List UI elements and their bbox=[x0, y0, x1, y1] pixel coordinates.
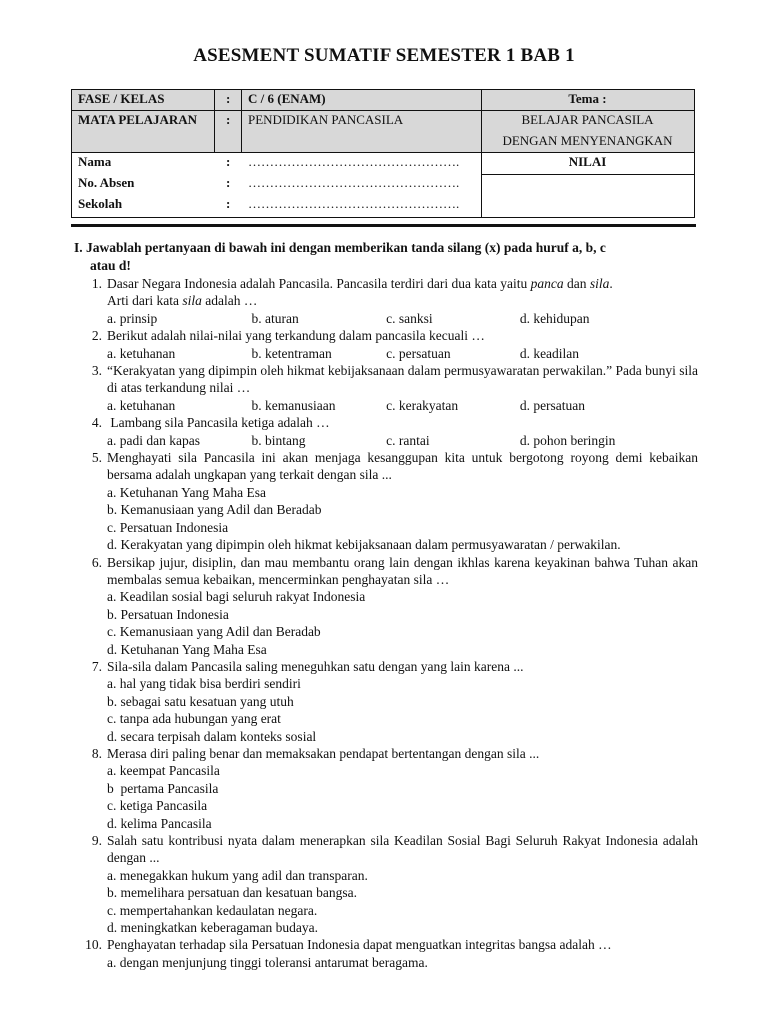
question-text: Berikut adalah nilai-nilai yang terkandung dalam pancasila kecuali … bbox=[107, 328, 485, 344]
question-number: 7. bbox=[91, 658, 102, 674]
sekolah-label: Sekolah bbox=[78, 196, 123, 211]
question-number: 8. bbox=[91, 745, 102, 761]
question-text-part: Dasar Negara Indonesia adalah Pancasila. Pancasila terdiri dari dua kata yaitu bbox=[107, 276, 531, 291]
option-c[interactable]: c. persatuan bbox=[386, 345, 451, 361]
question-text: Menghayati sila Pancasila ini akan menjaga kesanggupan kita untuk bergotong royong demi kebaikan bersama adalah ungkapan yang terkait dengan sila ... bbox=[107, 450, 698, 483]
option-d[interactable]: d. pohon beringin bbox=[519, 432, 616, 448]
question-text: Salah satu kontribusi nyata dalam menerapkan sila Keadilan Sosial Bagi Seluruh Rakyat Indonesia adalah dengan ... bbox=[107, 833, 698, 866]
mapel-value: PENDIDIKAN PANCASILA bbox=[248, 112, 404, 127]
option-d[interactable]: d. Ketuhanan Yang Maha Esa bbox=[107, 641, 267, 657]
fase-value: C / 6 (ENAM) bbox=[248, 91, 326, 106]
option-a[interactable]: a. keempat Pancasila bbox=[107, 763, 220, 779]
sekolah-colon: : bbox=[226, 196, 231, 211]
question-text: Penghayatan terhadap sila Persatuan Indonesia dapat menguatkan integritas bangsa adalah … bbox=[107, 937, 612, 953]
option-c[interactable]: c. tanpa ada hubungan yang erat bbox=[107, 711, 281, 727]
divider bbox=[71, 224, 696, 227]
question-text-line2 bbox=[107, 292, 698, 309]
question-number: 4. bbox=[91, 415, 102, 431]
option-c[interactable]: c. sanksi bbox=[386, 310, 433, 326]
question-text: Merasa diri paling benar dan memaksakan pendapat bertentangan dengan sila ... bbox=[107, 745, 540, 761]
option-a[interactable]: a. ketuhanan bbox=[107, 345, 176, 361]
option-a[interactable]: a. ketuhanan bbox=[107, 397, 176, 413]
option-b[interactable]: b. ketentraman bbox=[251, 345, 332, 361]
option-b[interactable]: b. aturan bbox=[251, 310, 299, 326]
instruction-line1: I. Jawablah pertanyaan di bawah ini dengan memberikan tanda silang (x) pada huruf a, b, c bbox=[74, 240, 606, 255]
option-a[interactable]: a. prinsip bbox=[107, 310, 158, 326]
option-d[interactable]: d. meningkatkan keberagaman budaya. bbox=[107, 920, 319, 936]
option-a[interactable]: a. hal yang tidak bisa berdiri sendiri bbox=[107, 676, 301, 692]
options-row bbox=[107, 345, 698, 362]
question-number: 3. bbox=[91, 363, 102, 379]
sekolah-field[interactable]: …………………………………………. bbox=[248, 196, 460, 211]
option-c[interactable]: c. ketiga Pancasila bbox=[107, 798, 208, 814]
absen-colon: : bbox=[226, 175, 231, 190]
question-text: Bersikap jujur, disiplin, dan mau membantu orang lain dengan ikhlas karena keyakinan bahwa Tuhan akan membalas semua kebaikan, mencerminkan penghayatan sila … bbox=[107, 554, 698, 587]
tema-line2: DENGAN MENYENANGKAN bbox=[502, 133, 673, 148]
question-number: 10. bbox=[85, 937, 102, 953]
question-6 bbox=[74, 554, 698, 658]
question-4 bbox=[74, 414, 698, 449]
term-sila: sila bbox=[589, 276, 610, 291]
absen-label: No. Absen bbox=[78, 175, 135, 190]
option-c[interactable]: c. rantai bbox=[386, 432, 430, 448]
option-c[interactable]: c. Persatuan Indonesia bbox=[107, 519, 229, 535]
instruction-line2: atau d! bbox=[90, 257, 131, 273]
options-row bbox=[107, 432, 698, 449]
question-number: 1. bbox=[91, 276, 102, 291]
question-text: Lambang sila Pancasila ketiga adalah … bbox=[107, 415, 330, 431]
tema-line1: BELAJAR PANCASILA bbox=[521, 112, 654, 127]
option-b[interactable]: b. Persatuan Indonesia bbox=[107, 606, 229, 622]
question-3 bbox=[74, 362, 698, 414]
question-8 bbox=[74, 745, 698, 832]
mapel-label: MATA PELAJARAN bbox=[78, 112, 198, 127]
question-list bbox=[74, 275, 698, 971]
question-text: “Kerakyatan yang dipimpin oleh hikmat kebijaksanaan dalam permusyawaratan perwakilan.” Pada bunyi sila di atas terkandung nilai … bbox=[107, 363, 698, 396]
question-number: 6. bbox=[91, 554, 102, 570]
option-d[interactable]: d. secara terpisah dalam konteks sosial bbox=[107, 728, 317, 744]
mapel-colon: : bbox=[226, 112, 231, 127]
question-number: 2. bbox=[91, 328, 102, 344]
absen-field[interactable]: …………………………………………. bbox=[248, 175, 460, 190]
question-text bbox=[107, 275, 698, 292]
header-table bbox=[71, 89, 695, 218]
question-text-part: . bbox=[609, 276, 613, 291]
page-title: ASESMENT SUMATIF SEMESTER 1 BAB 1 bbox=[193, 45, 575, 66]
option-d[interactable]: d. keadilan bbox=[519, 345, 580, 361]
question-number: 5. bbox=[91, 450, 102, 466]
question-text: Sila-sila dalam Pancasila saling meneguhkan satu dengan yang lain karena ... bbox=[107, 658, 524, 674]
nama-field[interactable]: …………………………………………. bbox=[248, 154, 460, 169]
option-b[interactable]: b pertama Pancasila bbox=[107, 780, 219, 796]
option-b[interactable]: b. kemanusiaan bbox=[251, 397, 336, 413]
question-5 bbox=[74, 449, 698, 553]
options-row bbox=[107, 310, 698, 327]
fase-colon: : bbox=[226, 91, 231, 106]
question-text-part: Arti dari kata bbox=[107, 293, 183, 309]
option-a[interactable]: a. padi dan kapas bbox=[107, 432, 200, 448]
options-row bbox=[107, 397, 698, 414]
question-text-part: adalah … bbox=[201, 293, 258, 309]
option-b[interactable]: b. memelihara persatuan dan kesatuan bangsa. bbox=[107, 885, 358, 901]
question-2 bbox=[74, 327, 698, 362]
option-a[interactable]: a. Keadilan sosial bagi seluruh rakyat Indonesia bbox=[107, 589, 366, 605]
question-10 bbox=[74, 936, 698, 971]
question-9 bbox=[74, 832, 698, 936]
fase-label: FASE / KELAS bbox=[78, 91, 165, 106]
option-b[interactable]: b. bintang bbox=[251, 432, 306, 448]
nilai-label: NILAI bbox=[568, 154, 607, 169]
term-panca: panca bbox=[530, 276, 564, 291]
option-c[interactable]: c. kerakyatan bbox=[386, 397, 459, 413]
nama-label: Nama bbox=[78, 154, 112, 169]
question-text-part: dan bbox=[563, 276, 590, 291]
option-d[interactable]: d. kelima Pancasila bbox=[107, 815, 212, 831]
option-d[interactable]: d. persatuan bbox=[519, 397, 586, 413]
option-d[interactable]: d. kehidupan bbox=[519, 310, 590, 326]
nama-colon: : bbox=[226, 154, 231, 169]
option-a[interactable]: a. Ketuhanan Yang Maha Esa bbox=[107, 484, 266, 500]
option-b[interactable]: b. sebagai satu kesatuan yang utuh bbox=[107, 693, 294, 709]
option-a[interactable]: a. dengan menjunjung tinggi toleransi antarumat beragama. bbox=[107, 954, 428, 970]
nilai-box[interactable] bbox=[482, 175, 694, 217]
question-7 bbox=[74, 658, 698, 745]
question-number: 9. bbox=[91, 833, 102, 848]
tema-label: Tema : bbox=[568, 91, 607, 106]
question-1 bbox=[74, 275, 698, 327]
option-b[interactable]: b. Kemanusiaan yang Adil dan Beradab bbox=[107, 502, 322, 518]
option-a[interactable]: a. menegakkan hukum yang adil dan transparan. bbox=[107, 867, 368, 883]
option-c[interactable]: c. mempertahankan kedaulatan negara. bbox=[107, 902, 318, 918]
instruction bbox=[74, 239, 698, 274]
term-sila: sila bbox=[182, 293, 202, 309]
option-d[interactable]: d. Kerakyatan yang dipimpin oleh hikmat kebijaksanaan dalam permusyawaratan / perwakilan. bbox=[107, 537, 621, 553]
option-c[interactable]: c. Kemanusiaan yang Adil dan Beradab bbox=[107, 624, 321, 640]
